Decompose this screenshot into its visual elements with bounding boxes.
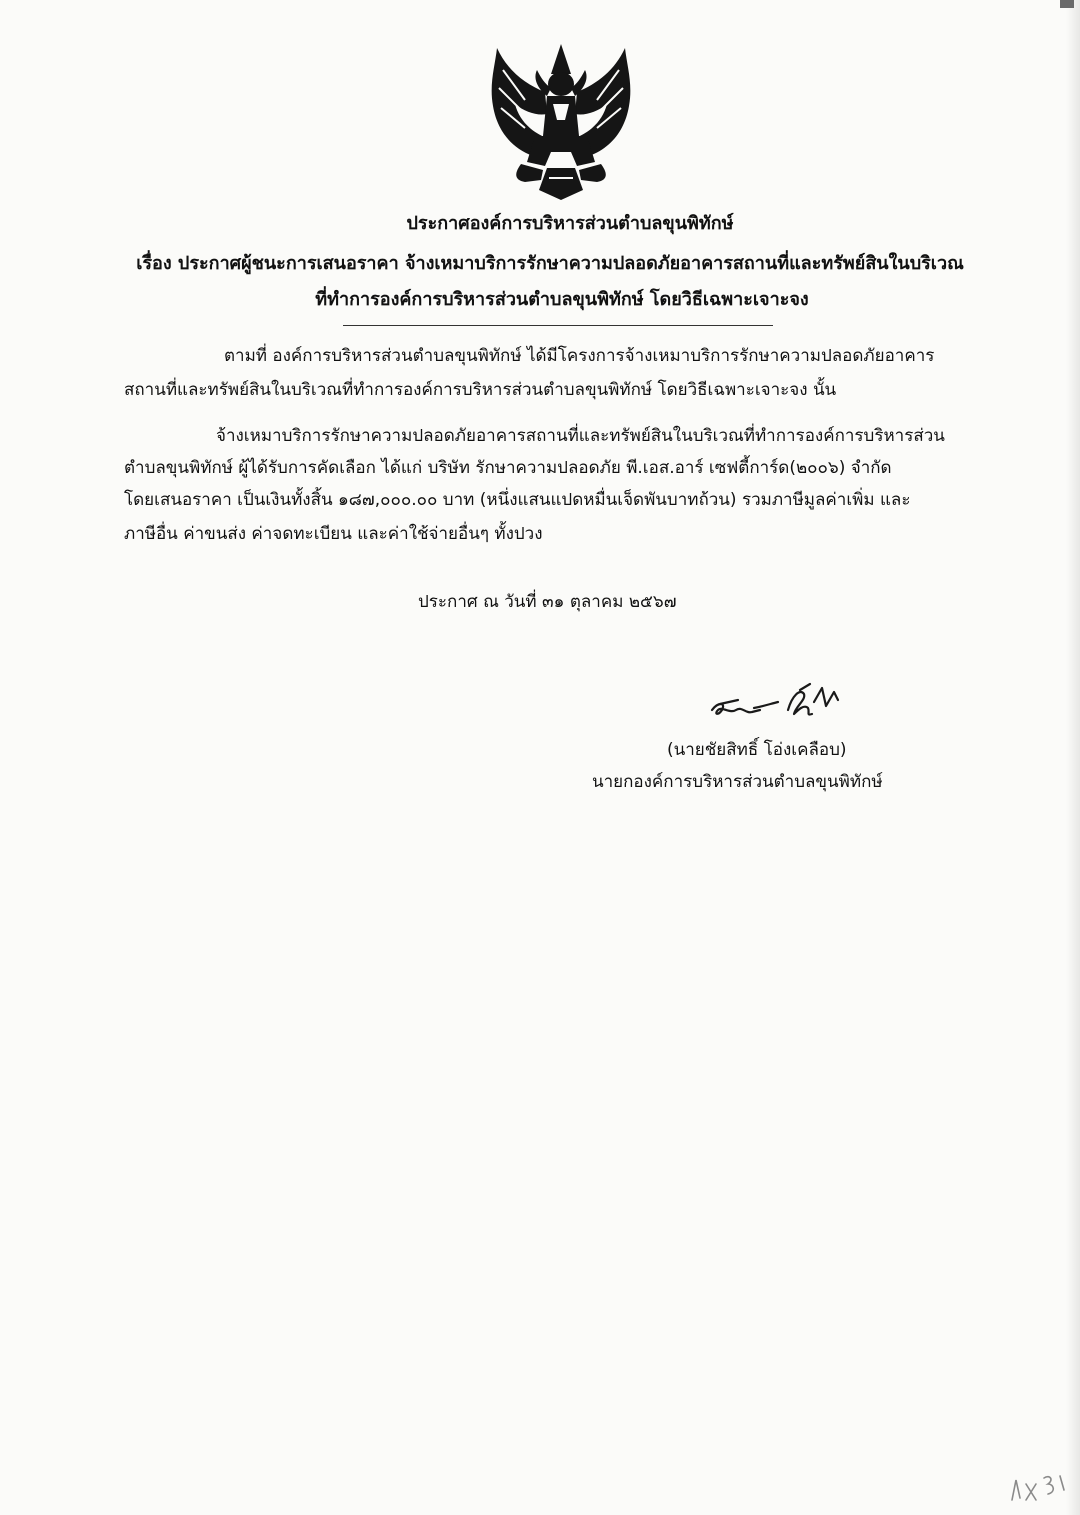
handwritten-signature [708, 680, 844, 730]
signatory-name: (นายชัยสิทธิ์ โอ่งเคลือบ) [667, 740, 847, 760]
corner-mark [1060, 0, 1074, 8]
garuda-emblem [485, 40, 637, 202]
para2-line2: ตำบลขุนพิทักษ์ ผู้ได้รับการคัดเลือก ได้แก่ บริษัท รักษาความปลอดภัย พี.เอส.อาร์ เซฟตี้การ์ด(๒๐๐๖) จำกัด [124, 458, 892, 478]
announcement-subject: เรื่อง ประกาศผู้ชนะการเสนอราคา จ้างเหมาบริการรักษาความปลอดภัยอาคารสถานที่และทรัพย์สินในบริเวณ [136, 253, 964, 274]
para1-line1: ตามที่ องค์การบริหารส่วนตำบลขุนพิทักษ์ ได้มีโครงการจ้างเหมาบริการรักษาความปลอดภัยอาคาร [224, 346, 935, 366]
title-divider [343, 325, 773, 326]
signatory-position: นายกองค์การบริหารส่วนตำบลขุนพิทักษ์ [592, 772, 883, 792]
para2-line1: จ้างเหมาบริการรักษาความปลอดภัยอาคารสถานที่และทรัพย์สินในบริเวณที่ทำการองค์การบริหารส่วน [216, 426, 945, 446]
pencil-scribble [1006, 1470, 1070, 1506]
para1-line2: สถานที่และทรัพย์สินในบริเวณที่ทำการองค์การบริหารส่วนตำบลขุนพิทักษ์ โดยวิธีเฉพาะเจาะจง นั้น [124, 380, 837, 400]
announcement-title: ประกาศองค์การบริหารส่วนตำบลขุนพิทักษ์ [406, 213, 734, 234]
para2-line4: ภาษีอื่น ค่าขนส่ง ค่าจดทะเบียน และค่าใช้จ่ายอื่นๆ ทั้งปวง [124, 524, 543, 544]
announcement-subject-cont: ที่ทำการองค์การบริหารส่วนตำบลขุนพิทักษ์ โดยวิธีเฉพาะเจาะจง [315, 289, 809, 310]
para2-line3: โดยเสนอราคา เป็นเงินทั้งสิ้น ๑๘๗,๐๐๐.๐๐ บาท (หนึ่งแสนแปดหมื่นเจ็ดพันบาทถ้วน) รวมภาษีมูลค่าเพิ่ม และ [124, 490, 911, 510]
announcement-date: ประกาศ ณ วันที่ ๓๑ ตุลาคม ๒๕๖๗ [418, 592, 677, 612]
